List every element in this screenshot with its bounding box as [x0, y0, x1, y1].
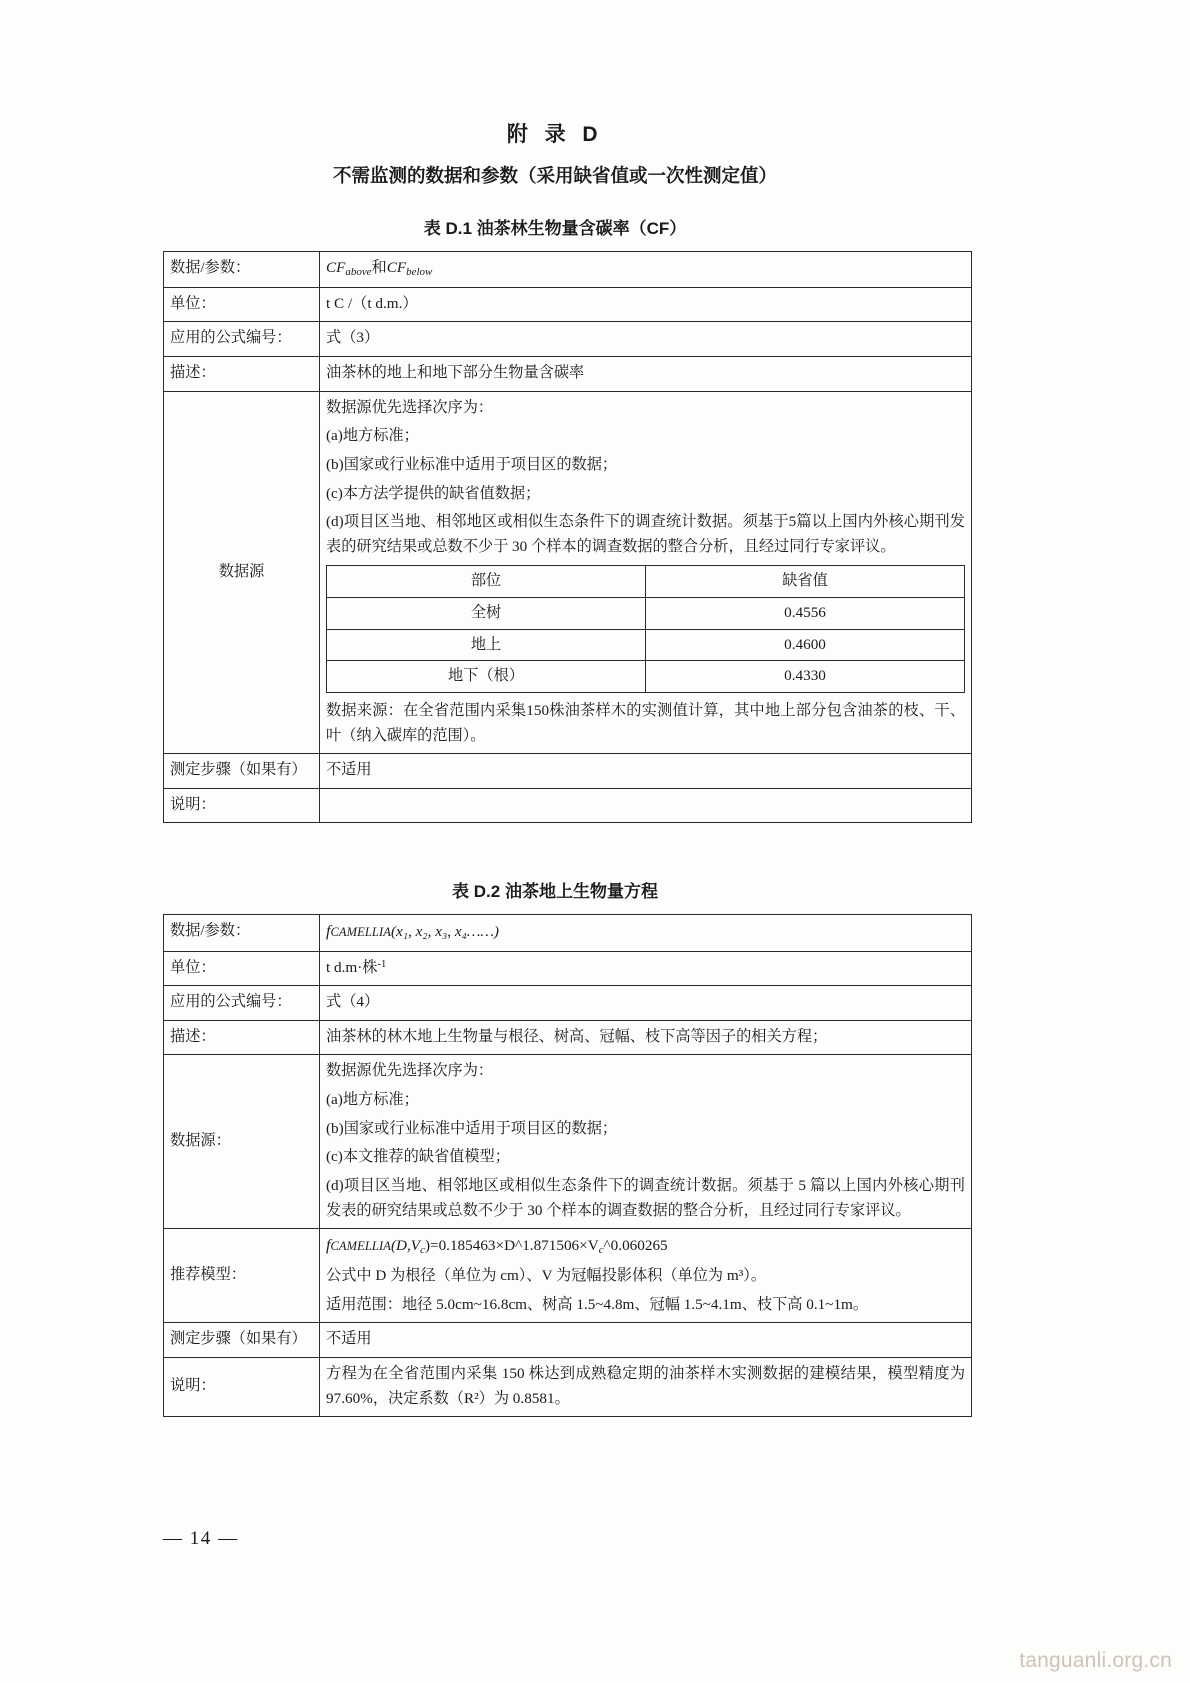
- d1-steps-value: 不适用: [320, 754, 972, 789]
- function-arguments: (x₁, x₂, x₃, x₄……): [390, 923, 499, 941]
- d1-desc-value: 油茶林的地上和地下部分生物量含碳率: [320, 357, 972, 392]
- d1-note-value: [320, 788, 972, 823]
- table-row: [164, 915, 972, 951]
- model-formula-tail2: ^0.060265: [603, 1237, 668, 1255]
- table-row: [164, 986, 972, 1021]
- d1-desc-label: 描述：: [164, 357, 320, 392]
- d1-param-value: [320, 252, 972, 288]
- table-row: [164, 754, 972, 789]
- table-row: [327, 629, 965, 661]
- model-formula-sub-c: c: [420, 1244, 425, 1257]
- table-header-row: [327, 566, 965, 598]
- table-row: [164, 1323, 972, 1358]
- table-d2-caption: 表 D.2 油茶地上生物量方程: [452, 882, 658, 902]
- cf-above-subscript: above: [345, 266, 372, 279]
- function-symbol: f: [326, 923, 331, 941]
- table-row: [164, 1055, 972, 1229]
- model-function-symbol: f: [326, 1237, 331, 1255]
- table-row: [164, 1357, 972, 1416]
- model-variable-description: 公式中 D 为根径（单位为 cm）、V 为冠幅投影体积（单位为 m³）。: [326, 1267, 767, 1284]
- d2-formula-value: 式（4）: [320, 986, 972, 1021]
- d2-note-value: 方程为在全省范围内采集 150 株达到成熟稳定期的油茶样木实测数据的建模结果，模型精度为 97.60%，决定系数（R²）为 0.8581。: [320, 1357, 972, 1416]
- source-item-d: (d)项目区当地、相邻地区或相似生态条件下的调查统计数据。须基于 5 篇以上国内外核心期刊发表的研究结果或总数不少于 30 个样本的调查数据的整合分析，且经过同行专家评议。: [326, 1176, 965, 1219]
- unit-exponent: -1: [377, 958, 387, 970]
- table-d1: [163, 251, 972, 823]
- table-row: [164, 357, 972, 392]
- d2-unit-value: [320, 951, 972, 986]
- page-content: [163, 118, 965, 1417]
- source-item-a: (a)地方标准；: [326, 1091, 419, 1109]
- d2-param-value: [320, 915, 972, 951]
- appendix-subtitle: 不需监测的数据和参数（采用缺省值或一次性测定值）: [332, 165, 777, 186]
- table-row: [164, 322, 972, 357]
- d2-desc-value: 油茶林的林木地上生物量与根径、树高、冠幅、枝下高等因子的相关方程；: [320, 1020, 972, 1055]
- page-number: — 14 —: [163, 1528, 239, 1549]
- d2-param-label: 数据/参数：: [164, 915, 320, 951]
- d2-unit-label: 单位：: [164, 951, 320, 986]
- model-formula-tail: )=0.185463×D^1.871506×V: [424, 1237, 599, 1255]
- function-subscript: CAMELLIA: [330, 925, 391, 940]
- d2-model-value: [320, 1229, 972, 1323]
- cf-above-symbol: CF: [326, 259, 346, 276]
- d1-formula-label: 应用的公式编号：: [164, 322, 320, 357]
- part-name: 全树: [327, 598, 646, 630]
- d1-unit-value: t C /（t d.m.）: [320, 287, 972, 322]
- d2-source-value: [320, 1055, 972, 1229]
- d2-source-label: 数据源：: [164, 1055, 320, 1229]
- table-row: [164, 391, 972, 754]
- table-row: [327, 661, 965, 693]
- table-d1-caption: 表 D.1 油茶林生物量含碳率（CF）: [423, 219, 687, 238]
- table-row: [164, 287, 972, 322]
- d1-source-value: [320, 391, 972, 754]
- d2-desc-label: 描述：: [164, 1020, 320, 1055]
- model-function-subscript: CAMELLIA: [330, 1239, 391, 1254]
- d2-model-label: 推荐模型：: [164, 1229, 320, 1323]
- watermark: tanguanli.org.cn: [1019, 1649, 1172, 1672]
- d2-steps-label: 测定步骤（如果有）: [164, 1323, 320, 1358]
- source-item-a: (a)地方标准；: [326, 427, 419, 445]
- d1-steps-label: 测定步骤（如果有）: [164, 754, 320, 789]
- part-value: 0.4600: [646, 629, 965, 661]
- d2-steps-value: 不适用: [320, 1323, 972, 1358]
- table-d2: [163, 914, 972, 1417]
- d1-note-label: 说明：: [164, 788, 320, 823]
- source-intro: 数据源优先选择次序为：: [326, 1062, 494, 1080]
- source-item-c: (c)本文推荐的缺省值模型；: [326, 1148, 510, 1166]
- table-row: [164, 1229, 972, 1323]
- source-item-b: (b)国家或行业标准中适用于项目区的数据；: [326, 1119, 618, 1137]
- source-item-c: (c)本方法学提供的缺省值数据；: [326, 484, 541, 502]
- appendix-title: 附 录 D: [506, 123, 604, 146]
- source-item-b: (b)国家或行业标准中适用于项目区的数据；: [326, 455, 618, 473]
- d2-note-label: 说明：: [164, 1357, 320, 1416]
- table-row: [164, 951, 972, 986]
- default-value-table: [326, 565, 965, 693]
- source-note: 数据来源：在全省范围内采集150株油茶样木的实测值计算，其中地上部分包含油茶的枝、干、叶（纳入碳库的范围）。: [326, 701, 965, 744]
- cf-below-symbol: CF: [386, 259, 407, 276]
- source-item-d: (d)项目区当地、相邻地区或相似生态条件下的调查统计数据。须基于5篇以上国内外核心期刊发表的研究结果或总数不少于 30 个样本的调查数据的整合分析，且经过同行专家评议。: [326, 513, 965, 555]
- model-formula: [326, 1233, 965, 1260]
- source-intro: 数据源优先选择次序为：: [326, 398, 494, 416]
- part-value: 0.4556: [646, 598, 965, 630]
- unit-main: t d.m·株: [326, 958, 378, 976]
- header-part: 部位: [327, 566, 646, 598]
- d1-formula-value: 式（3）: [320, 322, 972, 357]
- table-row: [164, 1020, 972, 1055]
- part-value: 0.4330: [646, 661, 965, 693]
- table-row: [164, 788, 972, 823]
- header-default-value: 缺省值: [646, 566, 965, 598]
- table-row: [164, 252, 972, 288]
- model-formula-args: (D,V: [390, 1237, 421, 1255]
- cf-below-subscript: below: [406, 266, 433, 279]
- d1-unit-label: 单位：: [164, 287, 320, 322]
- model-formula-sub-c2: c: [598, 1244, 604, 1257]
- table-row: [327, 598, 965, 630]
- conjunction: 和: [371, 259, 387, 276]
- part-name: 地上: [327, 629, 646, 661]
- d1-param-label: 数据/参数：: [164, 252, 320, 288]
- part-name: 地下（根）: [327, 661, 646, 693]
- d2-formula-label: 应用的公式编号：: [164, 986, 320, 1021]
- d1-source-label: 数据源: [164, 391, 320, 754]
- model-applicable-range: 适用范围：地径 5.0cm~16.8cm、树高 1.5~4.8m、冠幅 1.5~4.1m、枝下高 0.1~1m。: [326, 1295, 869, 1313]
